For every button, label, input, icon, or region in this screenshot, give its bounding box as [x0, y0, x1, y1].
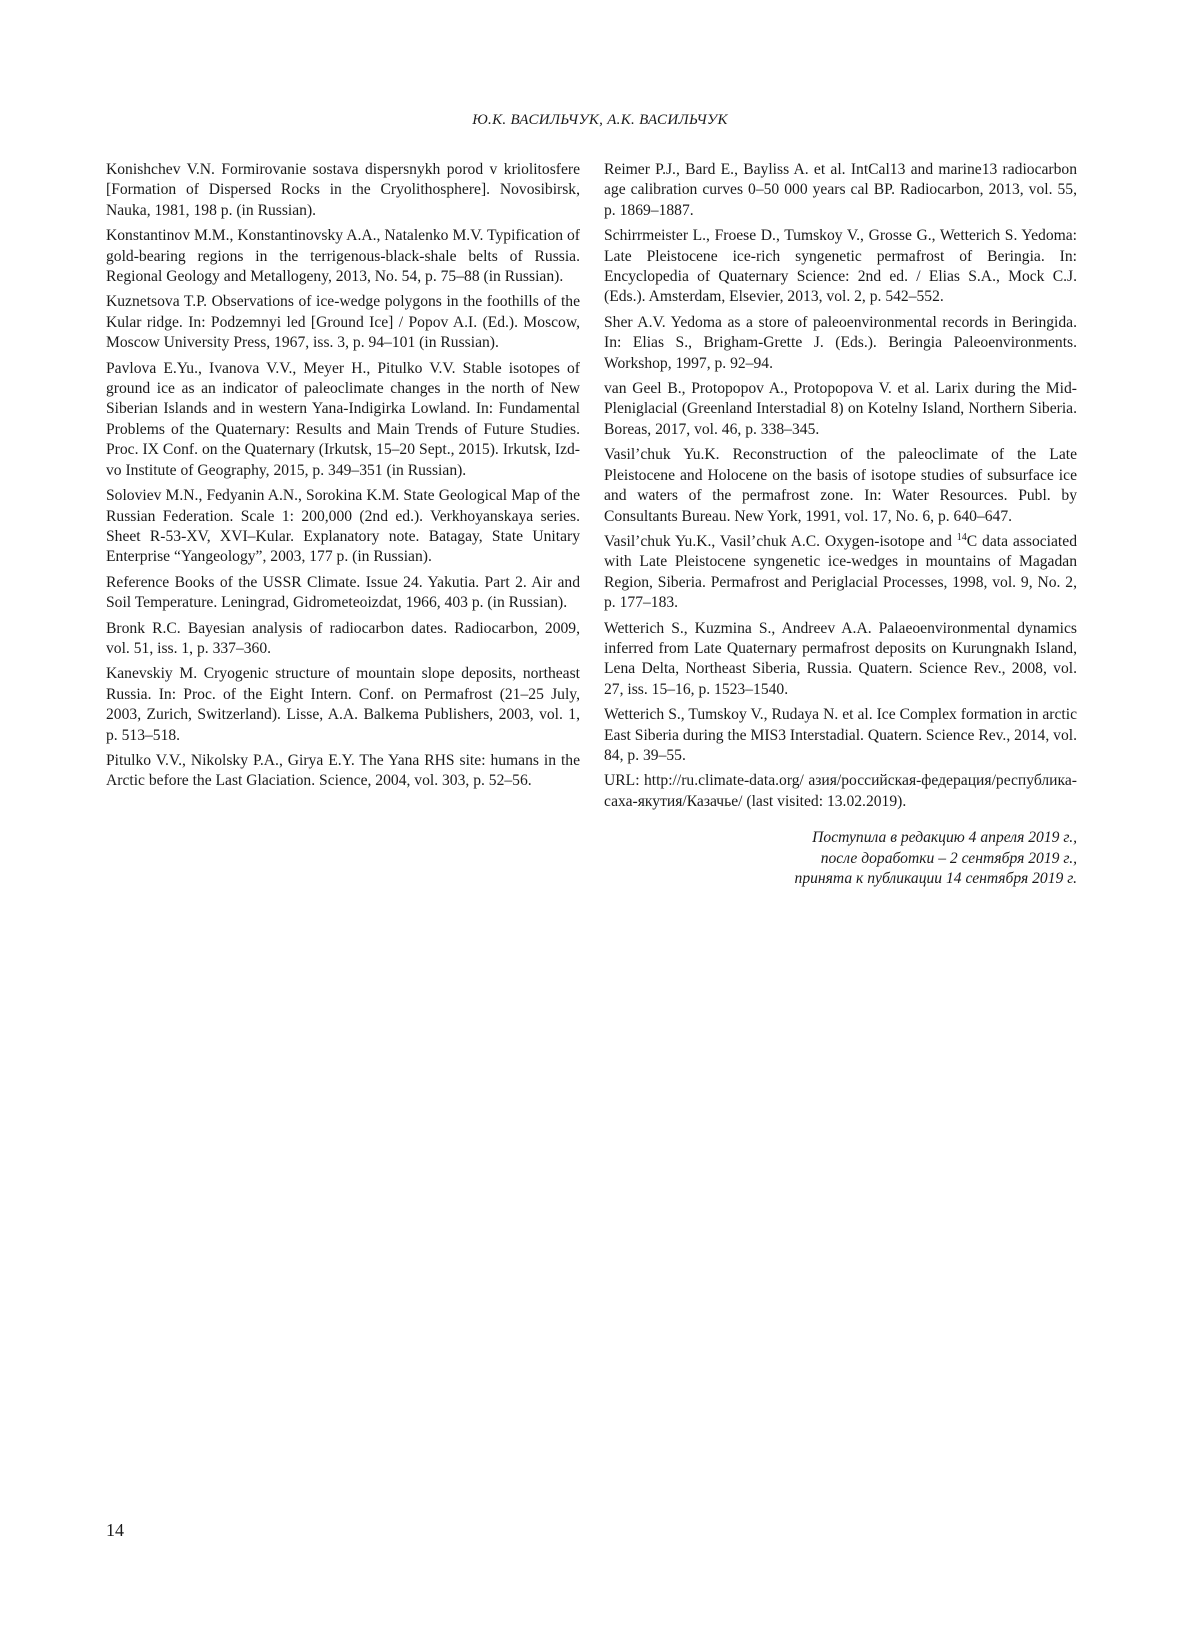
reference-item: Sher A.V. Yedoma as a store of paleoenvironmental records in Beringida. In: Elias S., Brigham-Grette J. (Eds.). Beringia Paleoenvironments. Workshop, 1997, p. 92–94.: [604, 313, 1077, 372]
reference-item: Bronk R.C. Bayesian analysis of radiocarbon dates. Radiocarbon, 2009, vol. 51, iss. 1, p. 337–360.: [106, 619, 580, 657]
reference-item: Soloviev M.N., Fedyanin A.N., Sorokina K.M. State Geological Map of the Russian Federation. Scale 1: 200,000 (2nd ed.). Verkhoyanskaya series. Sheet R-53-XV, XVI–Kular. Explanatory note. Batagay, State Unitary Enterprise “Yangeology”, 2003, 177 p. (in Russian).: [106, 487, 580, 566]
history-revised: после доработки – 2 сентября 2019 г.,: [820, 849, 1077, 867]
reference-item: Vasil’chuk Yu.K. Reconstruction of the paleoclimate of the Late Pleistocene and Holocene on the basis of isotope studies of subsurface ice and waters of the permafrost zone. In: Water Resources. Publ. by Consultants Bureau. New York, 1991, vol. 17, No. 6, p. 640–647.: [604, 446, 1077, 525]
reference-item: Wetterich S., Tumskoy V., Rudaya N. et al. Ice Complex formation in arctic East Siberia during the MIS3 Interstadial. Quatern. Science Rev., 2014, vol. 84, p. 39–55.: [604, 706, 1077, 764]
reference-item: van Geel B., Protopopov A., Protopopova V. et al. Larix during the Mid-Pleniglacial (Greenland Interstadial 8) on Kotelny Island, Northern Siberia. Boreas, 2017, vol. 46, p. 338–345.: [604, 380, 1077, 438]
reference-item: Pitulko V.V., Nikolsky P.A., Girya E.Y. The Yana RHS site: humans in the Arctic before the Last Glaciation. Science, 2004, vol. 303, p. 52–56.: [106, 751, 580, 790]
reference-item: Wetterich S., Kuzmina S., Andreev A.A. Palaeoenvironmental dynamics inferred from Late Quaternary permafrost deposits on Kurungnakh Island, Lena Delta, Northeast Siberia, Russia. Quatern. Science Rev., 2008, vol. 27, iss. 15–16, p. 1523–1540.: [604, 619, 1077, 698]
reference-item: Kuznetsova T.P. Observations of ice-wedge polygons in the foothills of the Kular ridge. In: Podzemnyi led [Ground Ice] / Popov A.I. (Ed.). Moscow, Moscow University Press, 1967, iss. 3, p. 94–101 (in Russian).: [106, 293, 580, 352]
reference-item: Schirrmeister L., Froese D., Tumskoy V., Grosse G., Wetterich S. Yedoma: Late Pleistocene ice-rich syngenetic permafrost of Beringia. In: Encyclopedia of Quaternary Science: 2nd ed. / Elias S.A., Mock C.J. (Eds.). Amsterdam, Elsevier, 2013, vol. 2, p. 542–552.: [604, 227, 1077, 306]
reference-item: Kanevskiy M. Cryogenic structure of mountain slope deposits, northeast Russia. In: Proc. of the Eight Intern. Conf. on Permafrost (21–25 July, 2003, Zurich, Switzerland). Lisse, A.A. Balkema Publishers, 2003, vol. 1, p. 513–518.: [106, 665, 580, 744]
references-left-column: [106, 160, 580, 797]
history-received: Поступила в редакцию 4 апреля 2019 г.,: [812, 829, 1077, 847]
reference-item-oxygen-isotope: [604, 532, 1077, 614]
references-right-column: [604, 160, 1077, 889]
running-head: Ю.К. ВАСИЛЬЧУК, А.К. ВАСИЛЬЧУК: [472, 112, 728, 128]
reference-item: Pavlova E.Yu., Ivanova V.V., Meyer H., Pitulko V.V. Stable isotopes of ground ice as an indicator of paleoclimate changes in the north of New Siberian Islands and in western Yana-Indigirka Lowland. In: Fundamental Problems of the Quaternary: Results and Main Trends of Future Studies. Proc. IX Conf. on the Quaternary (Irkutsk, 15–20 Sept., 2015). Irkutsk, Izd-vo Institute of Geography, 2015, p. 349–351 (in Russian).: [106, 359, 580, 479]
superscript-14: 14: [956, 531, 967, 543]
page-number: 14: [106, 1520, 124, 1540]
reference-text-before: Vasil’chuk Yu.K., Vasil’chuk A.C. Oxygen-isotope and: [604, 532, 957, 550]
reference-item-url: URL: http://ru.climate-data.org/ азия/российская-федерация/республика-саха-якутия/Казачье/ (last visited: 13.02.2019).: [604, 772, 1077, 810]
reference-item: Konishchev V.N. Formirovanie sostava dispersnykh porod v kriolitosfere [Formation of Dispersed Rocks in the Cryolithosphere]. Novosibirsk, Nauka, 1981, 198 p. (in Russian).: [106, 161, 580, 219]
reference-item: Konstantinov M.M., Konstantinovsky A.A., Natalenko M.V. Typification of gold-bearing regions in the terrigenous-black-shale belts of Russia. Regional Geology and Metallogeny, 2013, No. 54, p. 75–88 (in Russian).: [106, 227, 580, 286]
history-accepted: принята к публикации 14 сентября 2019 г.: [794, 870, 1077, 887]
reference-item: Reimer P.J., Bard E., Bayliss A. et al. IntCal13 and marine13 radiocarbon age calibration curves 0–50 000 years cal BP. Radiocarbon, 2013, vol. 55, p. 1869–1887.: [604, 161, 1077, 219]
article-history: [604, 828, 1077, 889]
reference-text-after: C data associated with Late Pleistocene syngenetic ice-wedges in mountains of Magadan Region, Siberia. Permafrost and Periglacial Processes, 1998, vol. 9, No. 2, p. 177–183.: [604, 532, 1077, 612]
reference-item: Reference Books of the USSR Climate. Issue 24. Yakutia. Part 2. Air and Soil Temperature. Leningrad, Gidrometeoizdat, 1966, 403 p. (in Russian).: [106, 573, 580, 612]
